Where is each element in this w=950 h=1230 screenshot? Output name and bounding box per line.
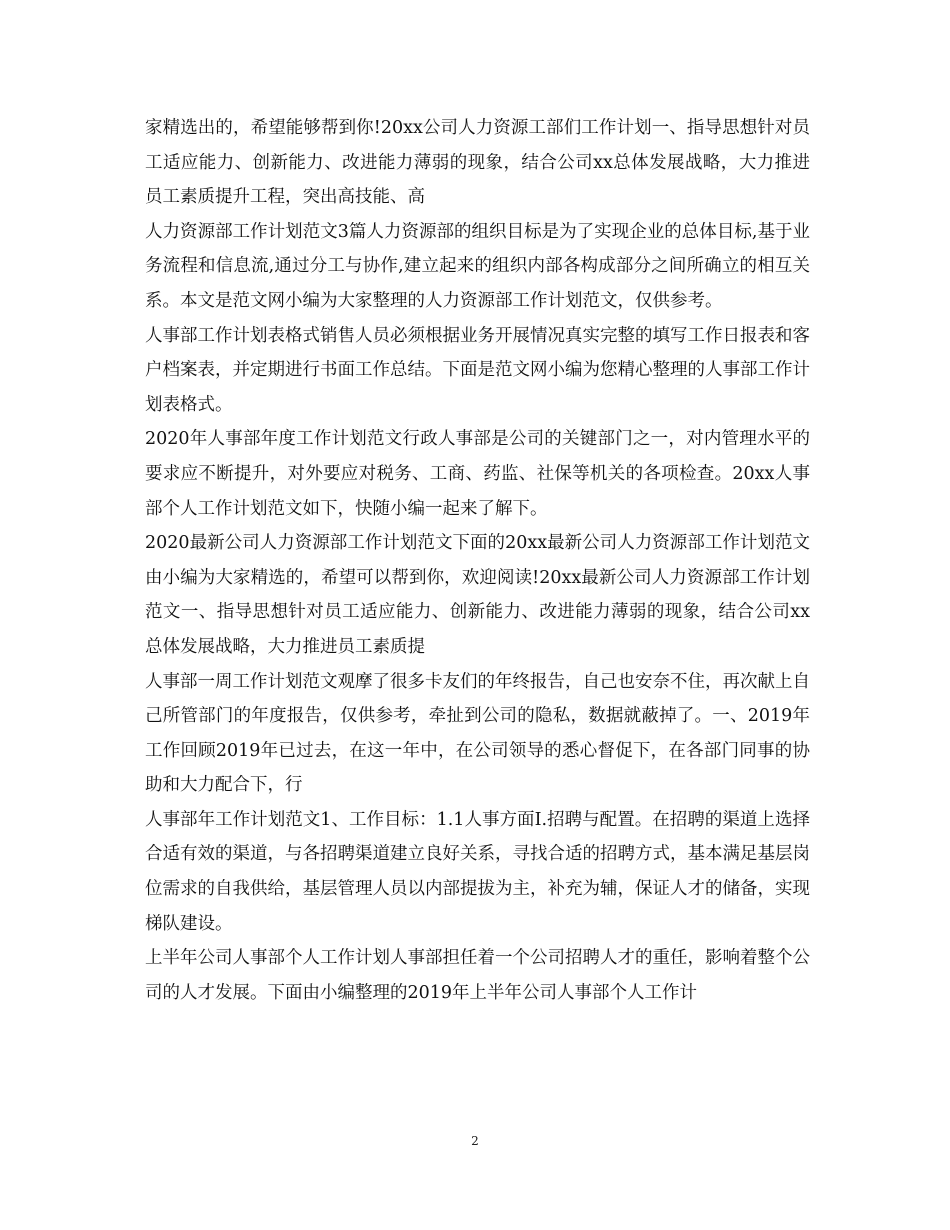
paragraph-6: 人事部一周工作计划范文观摩了很多卡友们的年终报告，自己也安奈不住，再次献上自己所管部门的年度报告，仅供参考，牵扯到公司的隐私，数据就蔽掉了。一、2019年工作回顾2019年已过去，在这一年中，在公司领导的悉心督促下，在各部门同事的协助和大力配合下，行 bbox=[145, 671, 810, 796]
paragraph-2: 人力资源部工作计划范文3篇人力资源部的组织目标是为了实现企业的总体目标,基于业务流程和信息流,通过分工与协作,建立起来的组织内部各构成部分之间所确立的相互关系。本文是范文网小编为大家整理的人力资源部工作计划范文，仅供参考。 bbox=[145, 221, 810, 311]
paragraph-7: 人事部年工作计划范文1、工作目标：1.1人事方面I.招聘与配置。在招聘的渠道上选择合适有效的渠道，与各招聘渠道建立良好关系，寻找合适的招聘方式，基本满足基层岗位需求的自我供给，基层管理人员以内部提拔为主，补充为辅，保证人才的储备，实现梯队建设。 bbox=[145, 809, 810, 934]
paragraph-5: 2020最新公司人力资源部工作计划范文下面的20xx最新公司人力资源部工作计划范文由小编为大家精选的，希望可以帮到你，欢迎阅读!20xx最新公司人力资源部工作计划范文一、指导思想针对员工适应能力、创新能力、改进能力薄弱的现象，结合公司xx总体发展战略，大力推进员工素质提 bbox=[145, 533, 810, 657]
page-number: 2 bbox=[471, 1134, 479, 1148]
document-body bbox=[145, 111, 810, 1010]
paragraph-4: 2020年人事部年度工作计划范文行政人事部是公司的关键部门之一，对内管理水平的要求应不断提升，对外要应对税务、工商、药监、社保等机关的各项检查。20xx人事部个人工作计划范文如下，快随小编一起来了解下。 bbox=[145, 429, 810, 519]
paragraph-1: 家精选出的，希望能够帮到你!20xx公司人力资源工部们工作计划一、指导思想针对员工适应能力、创新能力、改进能力薄弱的现象，结合公司xx总体发展战略，大力推进员工素质提升工程，突出高技能、高 bbox=[145, 118, 810, 208]
paragraph-8: 上半年公司人事部个人工作计划人事部担任着一个公司招聘人才的重任，影响着整个公司的人才发展。下面由小编整理的2019年上半年公司人事部个人工作计 bbox=[145, 948, 810, 1003]
paragraph-3: 人事部工作计划表格式销售人员必须根据业务开展情况真实完整的填写工作日报表和客户档案表，并定期进行书面工作总结。下面是范文网小编为您精心整理的人事部工作计划表格式。 bbox=[145, 325, 810, 415]
